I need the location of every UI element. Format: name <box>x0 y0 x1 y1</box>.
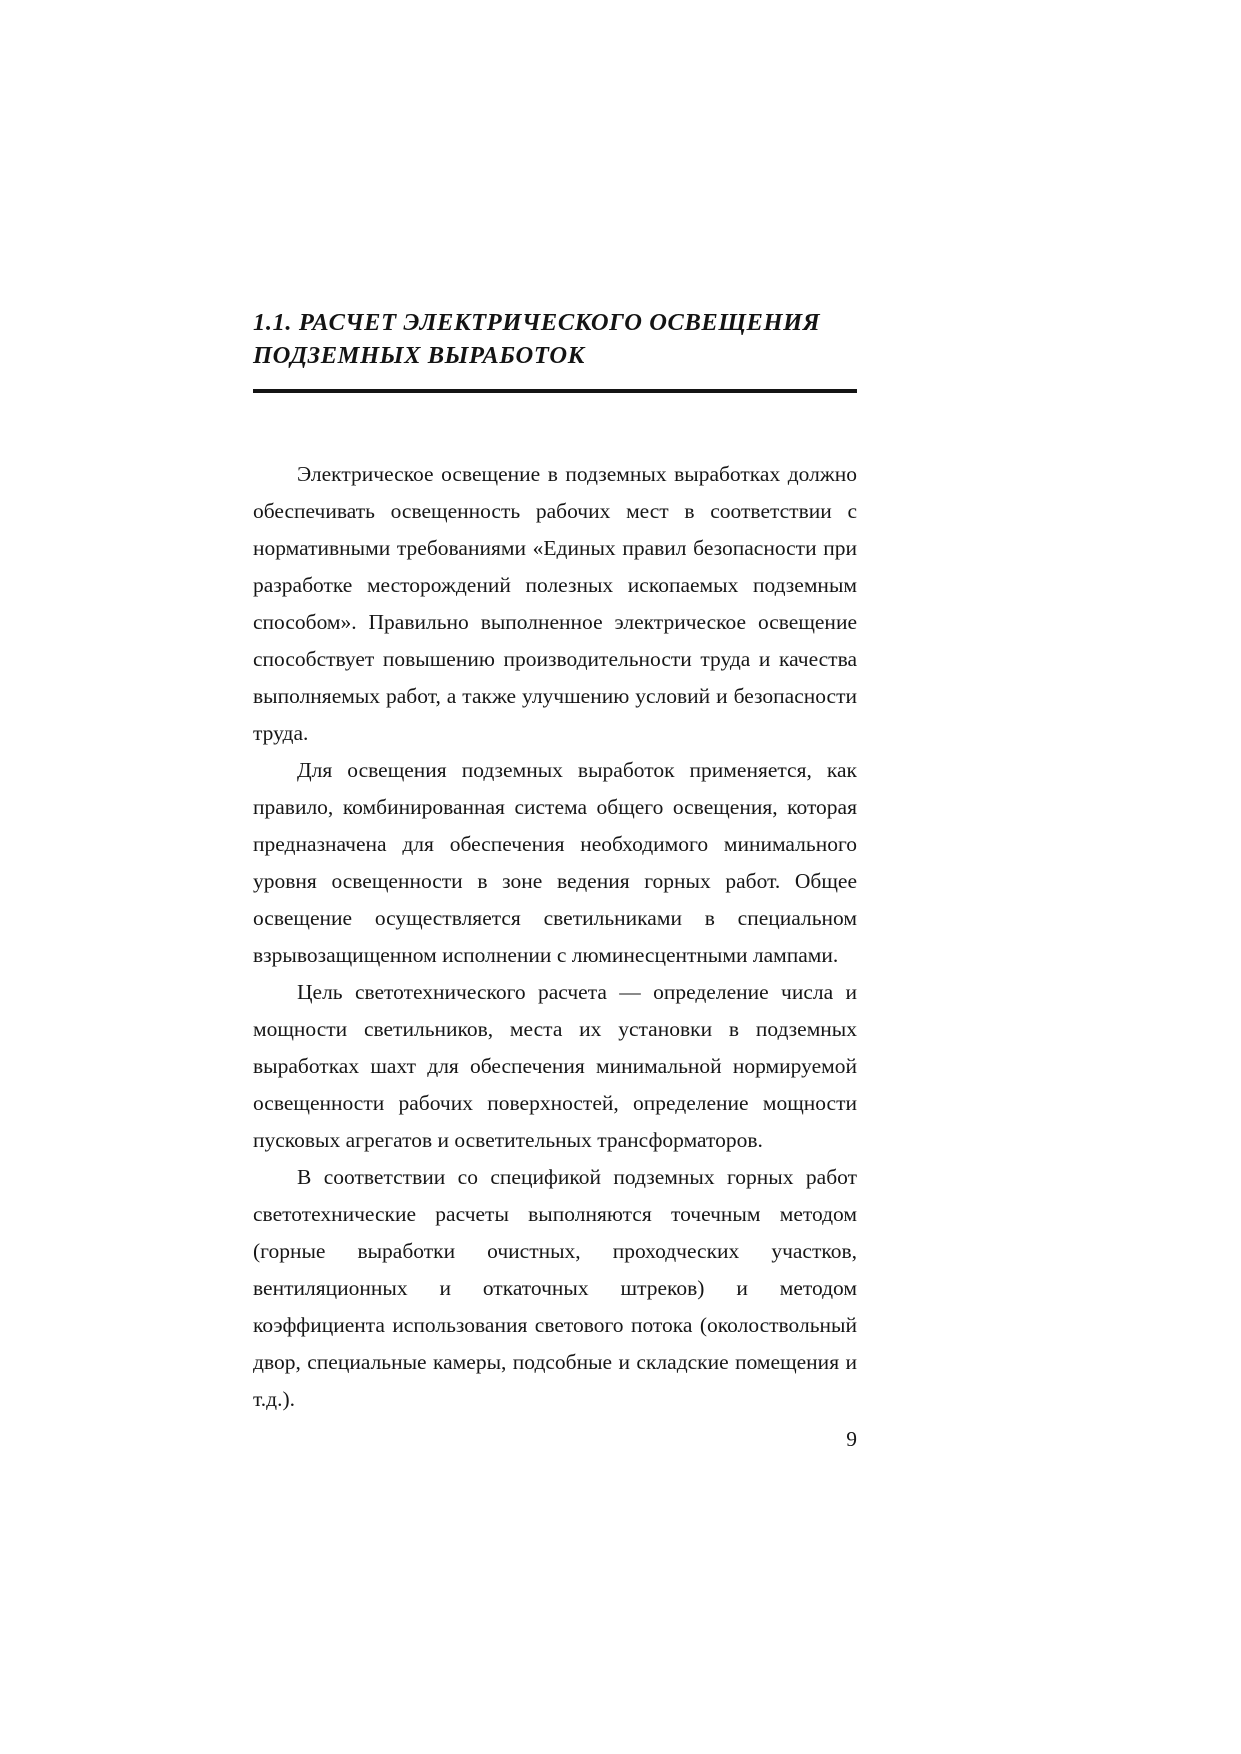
section-heading-line2: ПОДЗЕМНЫХ ВЫРАБОТОК <box>253 342 585 369</box>
section-heading-line1: 1.1. РАСЧЕТ ЭЛЕКТРИЧЕСКОГО ОСВЕЩЕНИЯ <box>253 309 821 336</box>
paragraph: Электрическое освещение в подземных выработках должно обеспечивать освещенность рабочих мест в соответствии с нормативными требованиями «Единых правил безопасности при разработке месторождений полезных ископаемых подземным способом». Правильно выполненное электрическое освещение способствует повышению производительности труда и качества выполняемых работ, а также улучшению условий и безопасности труда. <box>253 462 857 745</box>
section-heading <box>253 306 857 372</box>
paragraph: Для освещения подземных выработок применяется, как правило, комбинированная система общего освещения, которая предназначена для обеспечения необходимого минимального уровня освещенности в зоне ведения горных работ. Общее освещение осуществляется светильниками в специальном взрывозащищенном исполнении с люминесцентными лампами. <box>253 758 857 967</box>
paragraph: Цель светотехнического расчета — определение числа и мощности светильников, места их установки в подземных выработках шахт для обеспечения минимальной нормируемой освещенности рабочих поверхностей, определение мощности пусковых агрегатов и осветительных трансформаторов. <box>253 980 857 1152</box>
paragraph: В соответствии со спецификой подземных горных работ светотехнические расчеты выполняются точечным методом (горные выработки очистных, проходческих участков, вентиляционных и откаточных штреков) и методом коэффициента использования светового потока (околоствольный двор, специальные камеры, подсобные и складские помещения и т.д.). <box>253 1165 857 1411</box>
text-column <box>253 306 857 1458</box>
body-text <box>253 456 857 1418</box>
page-number: 9 <box>846 1427 857 1451</box>
heading-rule <box>253 389 857 393</box>
